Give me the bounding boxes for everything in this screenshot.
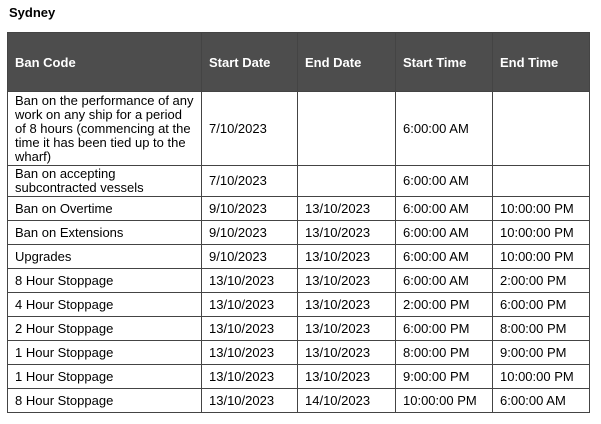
start-time-cell: 6:00:00 AM bbox=[396, 197, 493, 221]
start-time-cell: 6:00:00 PM bbox=[396, 317, 493, 341]
start-time-cell: 8:00:00 PM bbox=[396, 341, 493, 365]
bans-table bbox=[7, 32, 590, 413]
table-row bbox=[8, 245, 590, 269]
table-row bbox=[8, 389, 590, 413]
end-time-cell: 10:00:00 PM bbox=[493, 221, 590, 245]
end-date-cell bbox=[298, 166, 396, 197]
start-date-cell: 9/10/2023 bbox=[202, 197, 298, 221]
start-date-cell: 13/10/2023 bbox=[202, 389, 298, 413]
end-date-cell: 13/10/2023 bbox=[298, 317, 396, 341]
start-time-cell: 6:00:00 AM bbox=[396, 269, 493, 293]
ban-code-cell: Ban on the performance of any work on any ship for a period of 8 hours (commencing at the time it has been tied up to the wharf) bbox=[8, 92, 202, 166]
column-header-start-date: Start Date bbox=[202, 33, 298, 92]
end-time-cell: 6:00:00 AM bbox=[493, 389, 590, 413]
end-date-cell: 13/10/2023 bbox=[298, 245, 396, 269]
start-date-cell: 7/10/2023 bbox=[202, 92, 298, 166]
ban-code-cell: Upgrades bbox=[8, 245, 202, 269]
end-date-cell: 13/10/2023 bbox=[298, 269, 396, 293]
ban-code-cell: 2 Hour Stoppage bbox=[8, 317, 202, 341]
ban-code-cell: 8 Hour Stoppage bbox=[8, 389, 202, 413]
start-time-cell: 9:00:00 PM bbox=[396, 365, 493, 389]
table-row bbox=[8, 92, 590, 166]
start-date-cell: 9/10/2023 bbox=[202, 221, 298, 245]
end-time-cell: 10:00:00 PM bbox=[493, 197, 590, 221]
ban-code-cell: 8 Hour Stoppage bbox=[8, 269, 202, 293]
end-time-cell bbox=[493, 92, 590, 166]
column-header-ban-code: Ban Code bbox=[8, 33, 202, 92]
start-time-cell: 2:00:00 PM bbox=[396, 293, 493, 317]
column-header-end-time: End Time bbox=[493, 33, 590, 92]
table-row bbox=[8, 269, 590, 293]
end-date-cell: 13/10/2023 bbox=[298, 221, 396, 245]
start-date-cell: 13/10/2023 bbox=[202, 365, 298, 389]
end-date-cell: 13/10/2023 bbox=[298, 293, 396, 317]
start-date-cell: 7/10/2023 bbox=[202, 166, 298, 197]
table-header-row bbox=[8, 33, 590, 92]
table-row bbox=[8, 365, 590, 389]
start-date-cell: 13/10/2023 bbox=[202, 269, 298, 293]
page-title: Sydney bbox=[9, 5, 56, 20]
end-time-cell: 8:00:00 PM bbox=[493, 317, 590, 341]
ban-code-cell: Ban on accepting subcontracted vessels bbox=[8, 166, 202, 197]
table-row bbox=[8, 221, 590, 245]
column-header-start-time: Start Time bbox=[396, 33, 493, 92]
table-row bbox=[8, 341, 590, 365]
start-date-cell: 13/10/2023 bbox=[202, 293, 298, 317]
start-time-cell: 10:00:00 PM bbox=[396, 389, 493, 413]
end-date-cell: 13/10/2023 bbox=[298, 365, 396, 389]
end-time-cell: 10:00:00 PM bbox=[493, 245, 590, 269]
end-time-cell: 2:00:00 PM bbox=[493, 269, 590, 293]
end-time-cell: 6:00:00 PM bbox=[493, 293, 590, 317]
table-row bbox=[8, 166, 590, 197]
start-time-cell: 6:00:00 AM bbox=[396, 221, 493, 245]
start-date-cell: 9/10/2023 bbox=[202, 245, 298, 269]
ban-code-cell: 1 Hour Stoppage bbox=[8, 365, 202, 389]
ban-code-cell: 1 Hour Stoppage bbox=[8, 341, 202, 365]
end-date-cell: 13/10/2023 bbox=[298, 197, 396, 221]
end-time-cell: 10:00:00 PM bbox=[493, 365, 590, 389]
ban-code-cell: 4 Hour Stoppage bbox=[8, 293, 202, 317]
ban-code-cell: Ban on Overtime bbox=[8, 197, 202, 221]
table-row bbox=[8, 293, 590, 317]
column-header-end-date: End Date bbox=[298, 33, 396, 92]
start-date-cell: 13/10/2023 bbox=[202, 317, 298, 341]
end-date-cell: 13/10/2023 bbox=[298, 341, 396, 365]
end-date-cell: 14/10/2023 bbox=[298, 389, 396, 413]
end-time-cell bbox=[493, 166, 590, 197]
end-time-cell: 9:00:00 PM bbox=[493, 341, 590, 365]
end-date-cell bbox=[298, 92, 396, 166]
table-row bbox=[8, 197, 590, 221]
start-time-cell: 6:00:00 AM bbox=[396, 92, 493, 166]
start-date-cell: 13/10/2023 bbox=[202, 341, 298, 365]
ban-code-cell: Ban on Extensions bbox=[8, 221, 202, 245]
table-row bbox=[8, 317, 590, 341]
start-time-cell: 6:00:00 AM bbox=[396, 245, 493, 269]
start-time-cell: 6:00:00 AM bbox=[396, 166, 493, 197]
